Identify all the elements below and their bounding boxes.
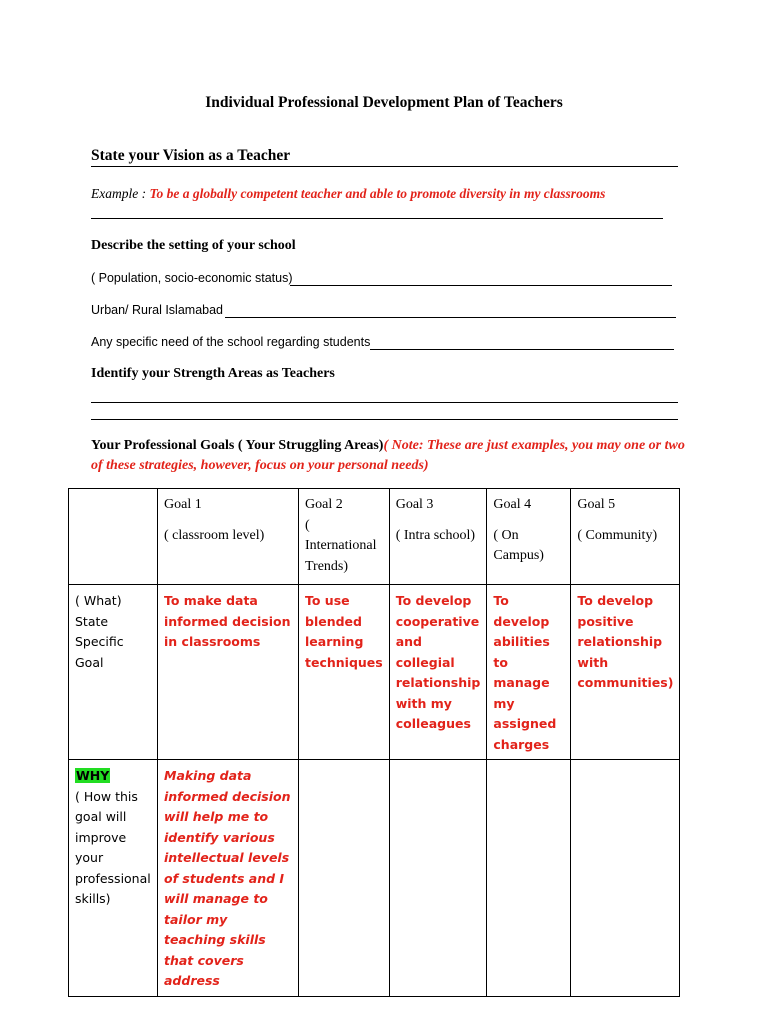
goal-3-sub: ( Intra school) bbox=[395, 527, 476, 543]
needs-blank-line[interactable] bbox=[370, 349, 674, 350]
table-row-what bbox=[69, 585, 680, 760]
goal-1-sub: ( classroom level) bbox=[164, 527, 265, 543]
setting-urban-rural-label: Urban/ Rural Islamabad bbox=[91, 303, 224, 317]
goal-4-sub: ( On Campus) bbox=[493, 527, 544, 563]
goal-4-what: To develop abilities to manage my assigned charges bbox=[487, 585, 571, 760]
header-goal-2 bbox=[299, 489, 390, 585]
row-why-label-cell bbox=[69, 760, 158, 997]
goal-2-what: To use blended learning techniques bbox=[299, 585, 390, 760]
header-goal-3 bbox=[389, 489, 487, 585]
goal-4-title: Goal 4 bbox=[493, 497, 532, 512]
goal-1-title: Goal 1 bbox=[164, 497, 202, 512]
header-goal-1 bbox=[158, 489, 299, 585]
strengths-blank-line-2[interactable] bbox=[91, 419, 678, 420]
setting-needs-label: Any specific need of the school regarding students bbox=[91, 335, 371, 349]
header-empty-cell bbox=[69, 489, 158, 585]
row-what-label: ( What) State Specific Goal bbox=[69, 585, 158, 760]
goal-3-title: Goal 3 bbox=[395, 497, 434, 512]
goal-4-why[interactable] bbox=[487, 760, 571, 997]
goal-2-title: Goal 2 bbox=[305, 497, 343, 512]
page-title: Individual Professional Development Plan of Teachers bbox=[205, 94, 563, 111]
row-why-label: ( How this goal will improve your professional skills) bbox=[75, 788, 151, 906]
goal-5-sub: ( Community) bbox=[577, 527, 658, 543]
goals-table bbox=[68, 488, 680, 997]
goal-1-why[interactable]: Making data informed decision will help me to identify various intellectual levels of students and I will manage to tailor my teaching skills that covers address bbox=[158, 760, 299, 997]
goals-note: ( Note: These are just examples, you may one or two of these strategies, however, focus on your personal needs) bbox=[91, 438, 685, 473]
vision-heading: State your Vision as a Teacher bbox=[91, 147, 678, 167]
goal-5-why[interactable] bbox=[571, 760, 680, 997]
table-header-row bbox=[69, 489, 680, 585]
header-goal-5 bbox=[571, 489, 680, 585]
strengths-heading: Identify your Strength Areas as Teachers bbox=[91, 366, 335, 381]
population-blank-line[interactable] bbox=[290, 285, 672, 286]
goals-heading-text: Your Professional Goals ( Your Struggling Areas) bbox=[91, 438, 384, 453]
goal-3-why[interactable] bbox=[389, 760, 487, 997]
goal-1-what: To make data informed decision in classrooms bbox=[158, 585, 299, 760]
example-label: Example : bbox=[91, 186, 147, 201]
strengths-blank-line-1[interactable] bbox=[91, 402, 678, 403]
header-goal-4 bbox=[487, 489, 571, 585]
why-highlight-tag: WHY bbox=[76, 768, 110, 783]
goal-2-sub: ( International Trends) bbox=[305, 517, 377, 574]
setting-heading: Describe the setting of your school bbox=[91, 238, 296, 253]
goals-heading bbox=[91, 436, 691, 476]
example-text: To be a globally competent teacher and able to promote diversity in my classrooms bbox=[149, 186, 606, 201]
goal-5-title: Goal 5 bbox=[577, 497, 616, 512]
table-row-why bbox=[69, 760, 680, 997]
setting-population-label: ( Population, socio-economic status) bbox=[91, 271, 293, 285]
goal-3-what: To develop cooperative and collegial relationship with my colleagues bbox=[389, 585, 487, 760]
goal-5-what: To develop positive relationship with communities) bbox=[571, 585, 680, 760]
vision-example bbox=[91, 186, 605, 202]
goal-2-why[interactable] bbox=[299, 760, 390, 997]
vision-blank-line[interactable] bbox=[91, 218, 663, 219]
urban-rural-blank-line[interactable] bbox=[225, 317, 676, 318]
